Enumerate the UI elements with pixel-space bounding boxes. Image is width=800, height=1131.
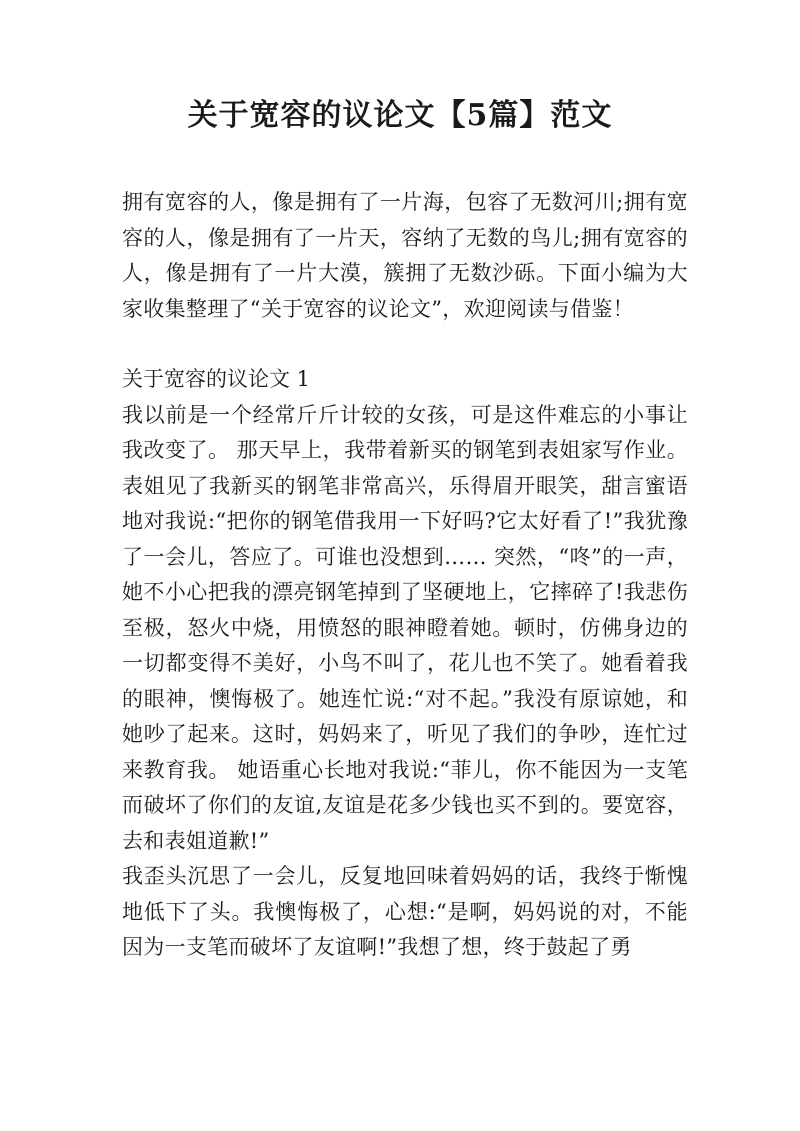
section-1-paragraph-1: 我以前是一个经常斤斤计较的女孩，可是这件难忘的小事让我改变了。 那天早上，我带着新买的钢笔到表姐家写作业。表姐见了我新买的钢笔非常高兴，乐得眉开眼笑，甜言蜜语地对我说:“把你的钢笔借我用一下好吗?它太好看了!”我犹豫了一会儿，答应了。可谁也没想到…… 突然，“咚”的一声，她不小心把我的漂亮钢笔掉到了坚硬地上，它摔碎了!我悲伤至极，怒火中烧，用愤怒的眼神瞪着她。顿时，仿佛身边的一切都变得不美好，小鸟不叫了，花儿也不笑了。她看着我的眼神，懊悔极了。她连忙说:“对不起。”我没有原谅她，和她吵了起来。这时，妈妈来了，听见了我们的争吵，连忙过来教育我。 她语重心长地对我说:“菲儿，你不能因为一支笔而破坏了你们的友谊,友谊是花多少钱也买不到的。要宽容，去和表姐道歉!”	[122, 402, 688, 853]
intro-paragraph: 拥有宽容的人，像是拥有了一片海，包容了无数河川;拥有宽容的人，像是拥有了一片天，容纳了无数的鸟儿;拥有宽容的人，像是拥有了一片大漠，簇拥了无数沙砾。下面小编为大家收集整理了“关于宽容的议论文”，欢迎阅读与借鉴！	[122, 190, 688, 321]
document-body	[122, 185, 688, 966]
section-heading-1: 关于宽容的议论文 1	[122, 367, 311, 391]
document-title: 关于宽容的议论文【5篇】范文	[187, 98, 613, 133]
section-1-paragraph-2: 我歪头沉思了一会儿，反复地回味着妈妈的话，我终于惭愧地低下了头。我懊悔极了，心想:“是啊，妈妈说的对，不能因为一支笔而破坏了友谊啊!”我想了想，终于鼓起了勇	[122, 864, 688, 959]
